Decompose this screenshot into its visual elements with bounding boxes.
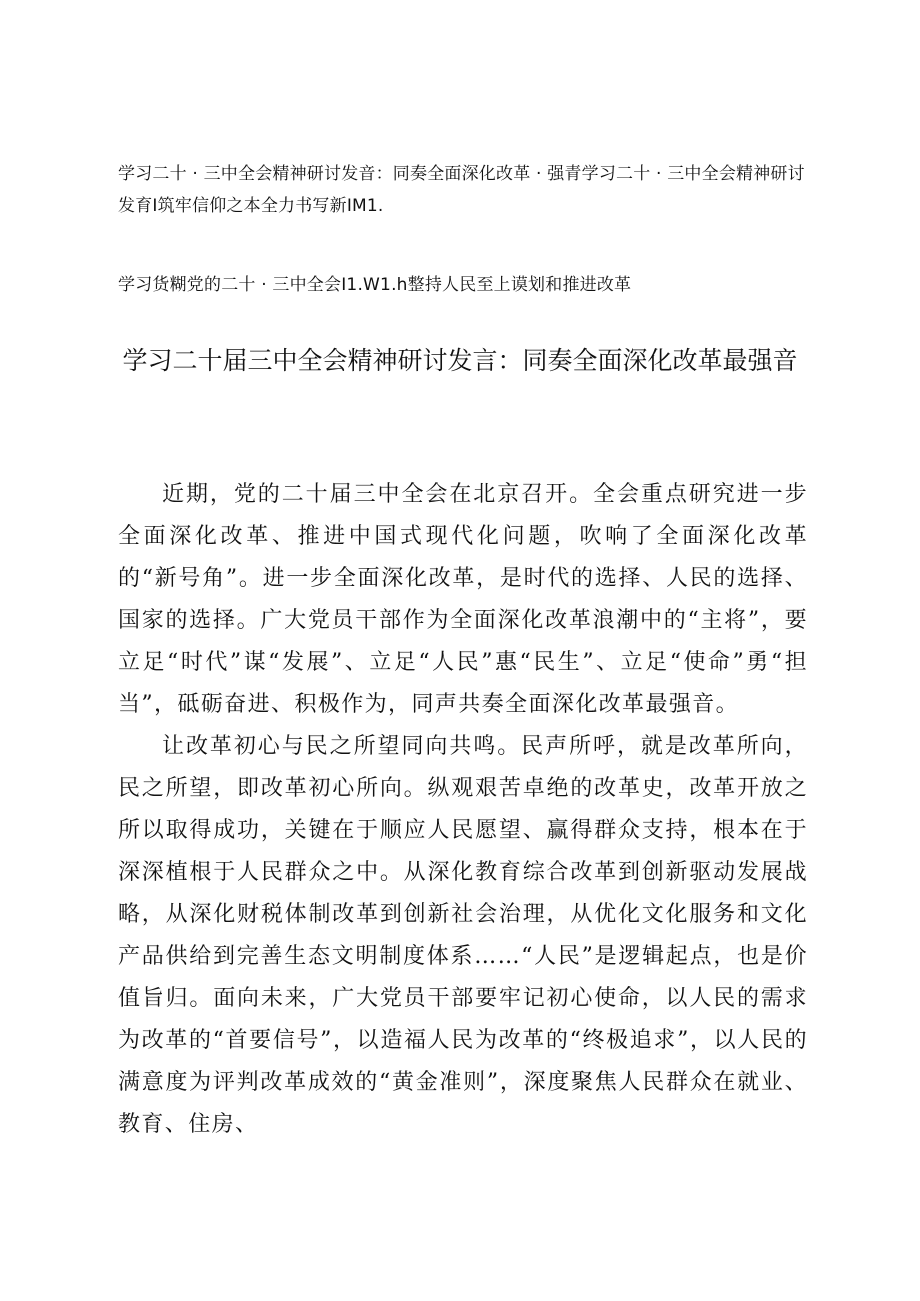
toc-entry-2: 学习货糊党的二十 · 三中全会I1.W1.h整持人民至上谟划和推进改革: [118, 275, 632, 295]
toc-entry-1: 学习二十 · 三中全会精神研讨发音：同奏全面深化改革 · 强青学习二十 · 三中全会精神研讨发育I筑牢信仰之本全力书写新IM1.: [118, 164, 805, 216]
document-body: [118, 474, 808, 1146]
body-paragraph-2: 让改革初心与民之所望同向共鸣。民声所呼，就是改革所向，民之所望，即改革初心所向。纵观艰苦卓绝的改革史，改革开放之所以取得成功，关键在于顺应人民愿望、赢得群众支持，根本在于深深植根于人民群众之中。从深化教育综合改革到创新驱动发展战略，从深化财税体制改革到创新社会治理，从优化文化服务和文化产品供给到完善生态文明制度体系……“人民”是逻辑起点，也是价值旨归。面向未来，广大党员干部要牢记初心使命，以人民的需求为改革的“首要信号”，以造福人民为改革的“终极追求”，以人民的满意度为评判改革成效的“黄金准则”，深度聚焦人民群众在就业、教育、住房、: [118, 734, 808, 1137]
document-title: 学习二十届三中全会精神研讨发言：同奏全面深化改革最强音: [122, 346, 798, 375]
body-paragraph-1: 近期，党的二十届三中全会在北京召开。全会重点研究进一步全面深化改革、推进中国式现代化问题，吹响了全面深化改革的“新号角”。进一步全面深化改革，是时代的选择、人民的选择、国家的选择。广大党员干部作为全面深化改革浪潮中的“主将”，要立足“时代”谋“发展”、立足“人民”惠“民生”、立足“使命”勇“担当”，砥砺奋进、积极作为，同声共奏全面深化改革最强音。: [118, 482, 808, 717]
